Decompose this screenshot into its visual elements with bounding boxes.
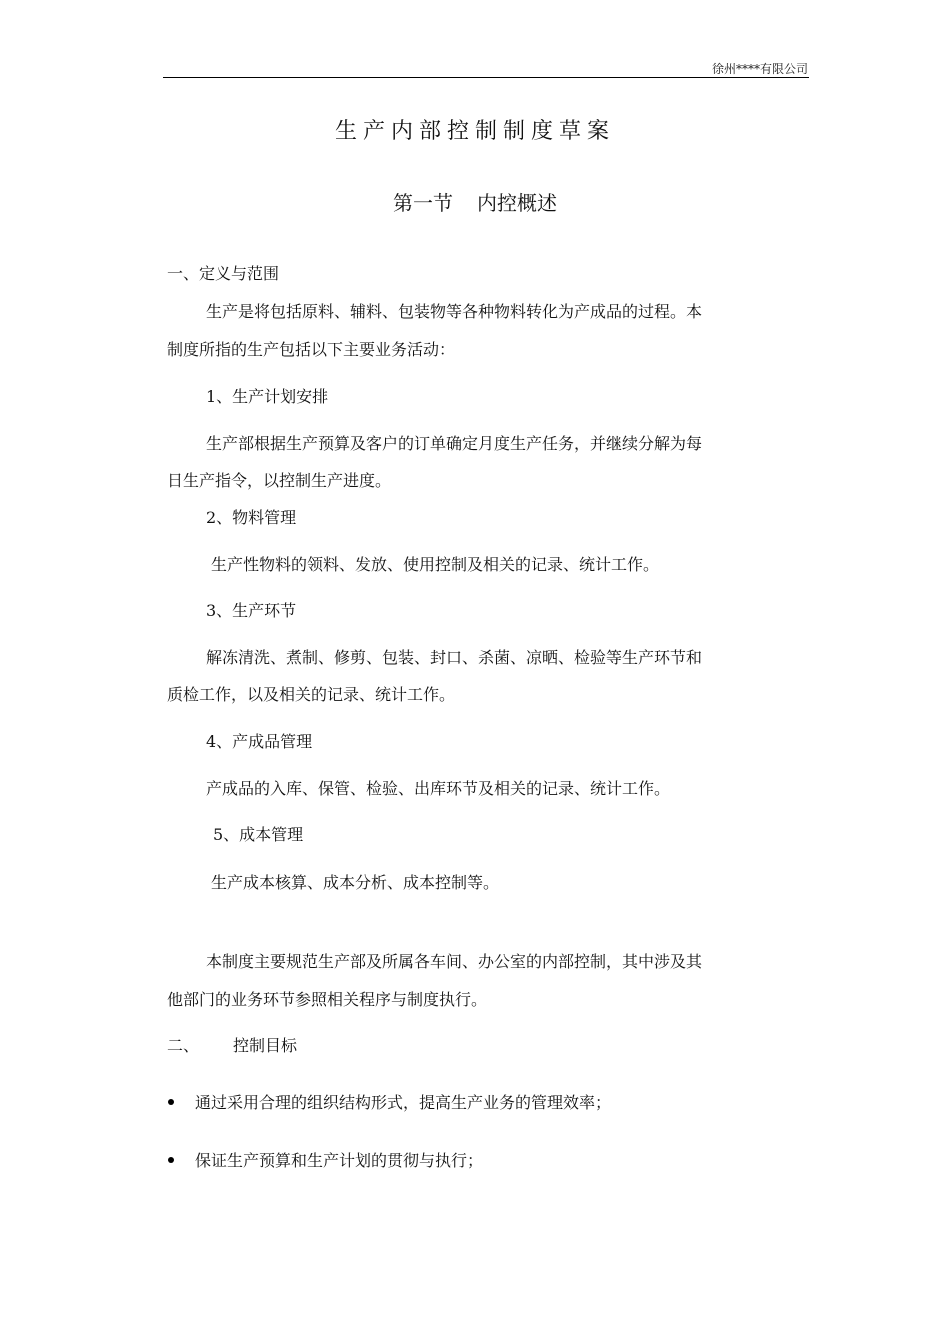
part1-heading: 一、定义与范围 <box>167 264 280 283</box>
part2-number: 二、 <box>167 1036 200 1055</box>
section-number: 第一节 <box>393 191 453 215</box>
part1-intro-line1: 生产是将包括原料、辅料、包装物等各种物料转化为产成品的过程。本 <box>206 302 703 321</box>
section-title <box>0 188 950 218</box>
item2-body-line1: 生产性物料的领料、发放、使用控制及相关的记录、统计工作。 <box>211 555 660 574</box>
item5-heading: 5、成本管理 <box>213 825 304 844</box>
item1-heading: 1、生产计划安排 <box>206 387 329 406</box>
bullet-icon <box>168 1157 174 1163</box>
document-title: 生产内部控制制度草案 <box>334 119 615 144</box>
scope-line2: 他部门的业务环节参照相关程序与制度执行。 <box>167 990 488 1009</box>
scope-line1: 本制度主要规范生产部及所属各车间、办公室的内部控制，其中涉及其 <box>206 952 703 971</box>
item3-heading: 3、生产环节 <box>206 601 297 620</box>
item4-body-line1: 产成品的入库、保管、检验、出库环节及相关的记录、统计工作。 <box>206 779 671 798</box>
item1-body-line1: 生产部根据生产预算及客户的订单确定月度生产任务，并继续分解为每 <box>206 434 703 453</box>
header-company-name: 徐州****有限公司 <box>711 62 808 76</box>
item3-body-line1: 解冻清洗、煮制、修剪、包装、封口、杀菌、凉晒、检验等生产环节和 <box>206 648 703 667</box>
bullet-icon <box>168 1099 174 1105</box>
bullet-item-1: 通过采用合理的组织结构形式，提高生产业务的管理效率； <box>195 1093 612 1112</box>
item1-body-line2: 日生产指令，以控制生产进度。 <box>167 471 392 490</box>
item3-body-line2: 质检工作，以及相关的记录、统计工作。 <box>167 685 456 704</box>
bullet-item-2: 保证生产预算和生产计划的贯彻与执行； <box>195 1151 484 1170</box>
part1-intro-line2: 制度所指的生产包括以下主要业务活动： <box>167 340 456 359</box>
header-rule <box>163 77 809 78</box>
item5-body-line1: 生产成本核算、成本分析、成本控制等。 <box>211 873 500 892</box>
section-name: 内控概述 <box>477 191 557 215</box>
item2-heading: 2、物料管理 <box>206 508 297 527</box>
part2-heading: 控制目标 <box>233 1036 298 1055</box>
item4-heading: 4、产成品管理 <box>206 732 313 751</box>
